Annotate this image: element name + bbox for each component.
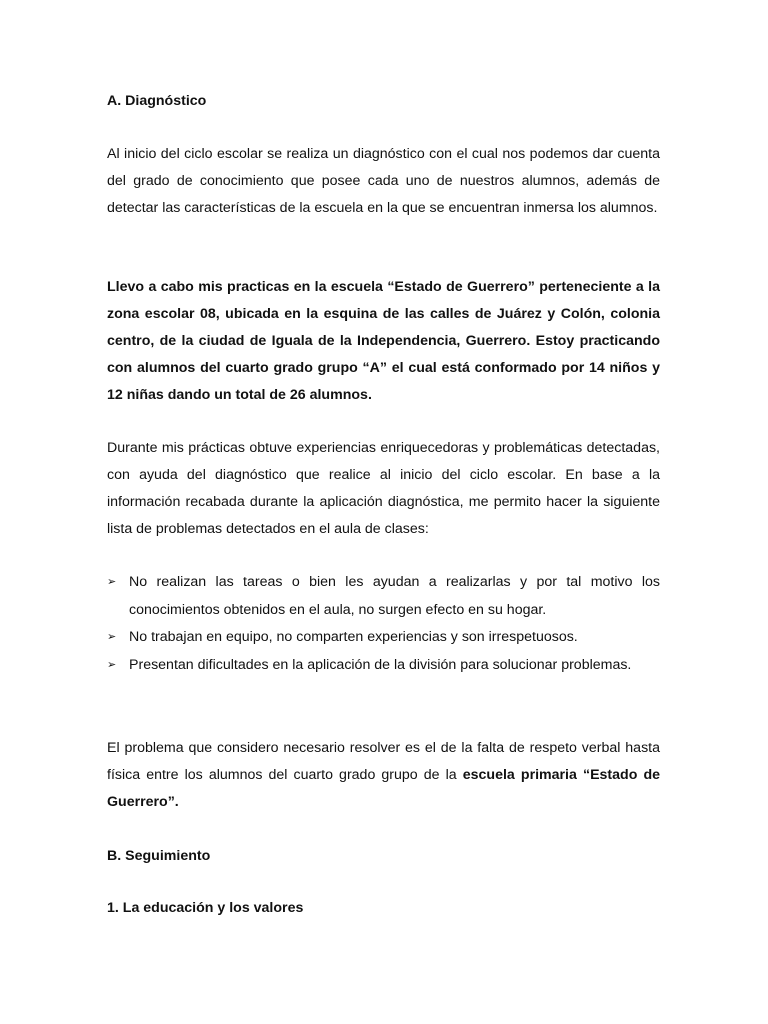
arrow-bullet-icon: ➢ bbox=[107, 576, 117, 588]
section-b-heading: B. Seguimiento bbox=[107, 848, 211, 864]
problem-text: No realizan las tareas o bien les ayudan a realizarlas y por tal motivo los conocimientos obtenidos en el aula, no surgen efecto en su hogar. bbox=[129, 574, 660, 618]
section-a-heading: A. Diagnóstico bbox=[107, 93, 207, 109]
list-item bbox=[107, 624, 660, 652]
practice-paragraph: Durante mis prácticas obtuve experiencias enriquecedoras y problemáticas detectadas, con ayuda del diagnóstico que realice al inicio del ciclo escolar. En base a la información recabada durante la aplicación diagnóstica, me permito hacer la siguiente lista de problemas detectados en el aula de clases: bbox=[107, 440, 660, 537]
school-name-bold: escuela primaria “Estado de Guerrero”. bbox=[107, 767, 661, 810]
problem-statement-paragraph bbox=[107, 735, 660, 816]
list-item bbox=[107, 652, 660, 680]
problem-text: No trabajan en equipo, no comparten experiencias y son irrespetuosos. bbox=[129, 629, 578, 645]
problem-text: Presentan dificultades en la aplicación de la división para solucionar problemas. bbox=[129, 656, 632, 673]
arrow-bullet-icon: ➢ bbox=[107, 631, 117, 643]
problem-statement-text: El problema que considero necesario resolver es el de la falta de respeto verbal hasta física entre los alumnos del cuarto grado grupo de la bbox=[107, 740, 660, 783]
problem-list bbox=[107, 569, 660, 679]
intro-paragraph: Al inicio del ciclo escolar se realiza un diagnóstico con el cual nos podemos dar cuenta del grado de conocimiento que posee cada uno de nuestros alumnos, además de detectar las características de la escuela en la que se encuentran inmersa los alumnos. bbox=[107, 146, 660, 216]
school-info-paragraph: Llevo a cabo mis practicas en la escuela “Estado de Guerrero” perteneciente a la zona escolar 08, ubicada en la esquina de las calles de Juárez y Colón, colonia centro, de la ciudad de Iguala de la Independencia, Guerrero. Estoy practicando con alumnos del cuarto grado grupo “A” el cual está conformado por 14 niños y 12 niñas dando un total de 26 alumnos. bbox=[107, 279, 660, 403]
list-item bbox=[107, 569, 660, 624]
arrow-bullet-icon: ➢ bbox=[107, 658, 117, 671]
subsection-heading: 1. La educación y los valores bbox=[107, 900, 304, 916]
